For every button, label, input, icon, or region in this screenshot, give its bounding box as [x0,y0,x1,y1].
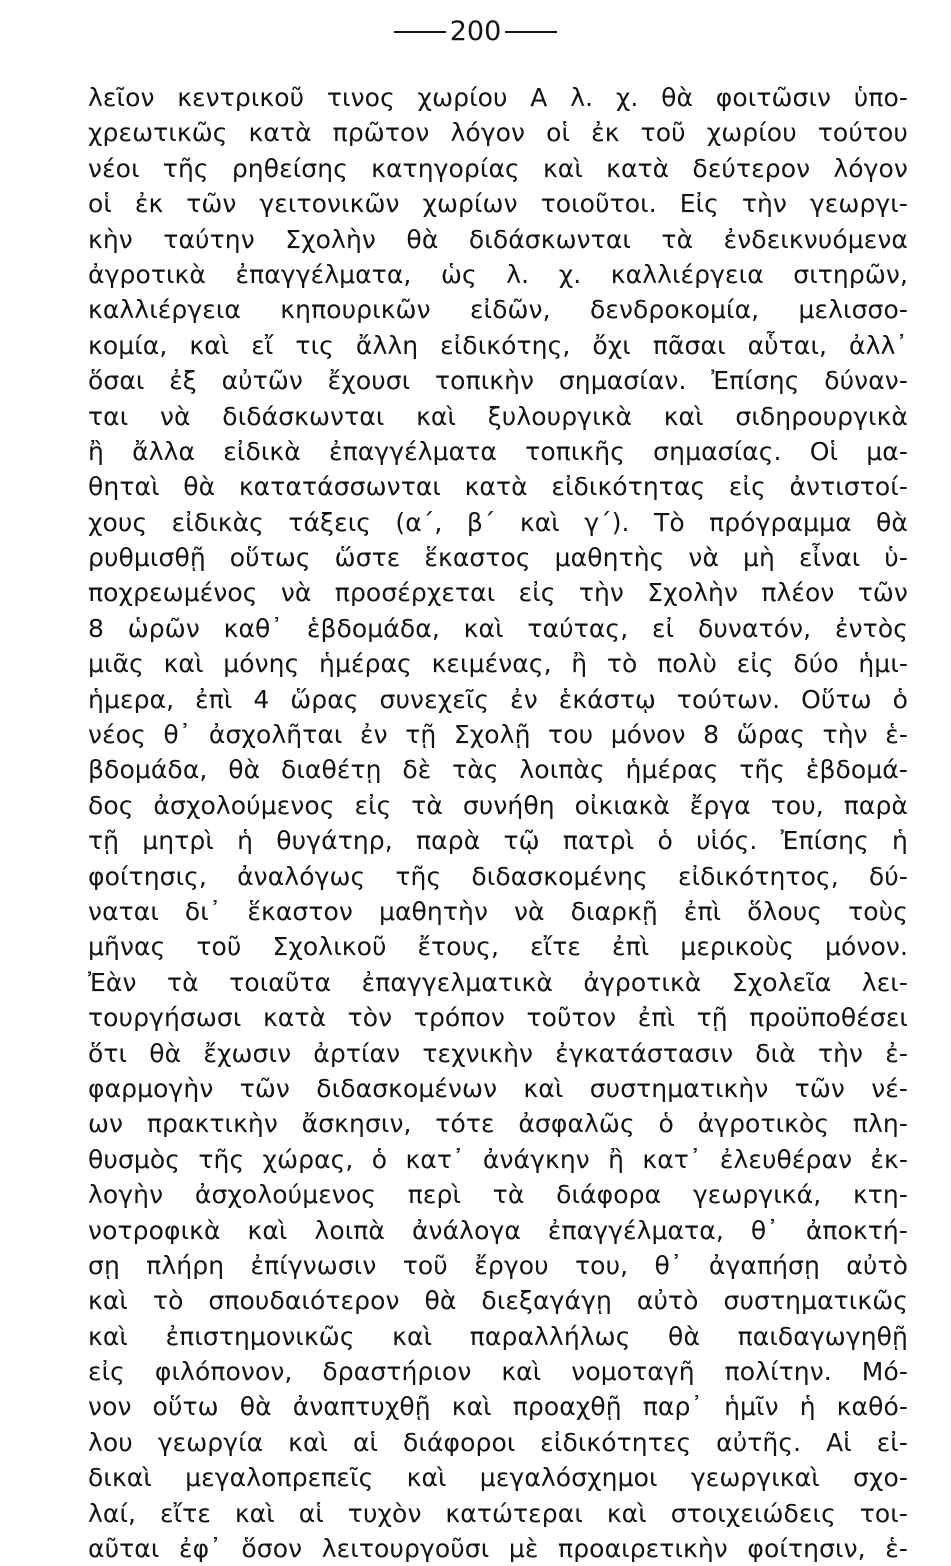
text-line: αῦται ἐφ᾿ ὅσον λειτουργοῦσι μὲ προαιρετικὴν φοίτησιν, ἑ- [88,1534,908,1564]
text-line: νον οὕτω θὰ ἀναπτυχθῇ καὶ προαχθῇ παρ᾿ ἡμῖν ἡ καθό- [88,1392,908,1422]
text-line: τουργήσωσι κατὰ τὸν τρόπον τοῦτον ἐπὶ τῇ προϋποθέσει [88,1003,908,1033]
text-line: φοίτησις, ἀναλόγως τῆς διδασκομένης εἰδικότητος, δύ- [88,861,908,891]
text-line: καλλιέργεια κηπουρικῶν εἰδῶν, δενδροκομία, μελισσο- [88,295,908,325]
text-line: νέος θ᾿ ἀσχολῆται ἐν τῇ Σχολῇ του μόνον 8 ὥρας τὴν ἑ- [88,720,908,750]
text-line: Ἐὰν τὰ τοιαῦτα ἐπαγγελματικὰ ἀγροτικὰ Σχολεῖα λει- [88,967,908,997]
text-line: μῆνας τοῦ Σχολικοῦ ἔτους, εἴτε ἐπὶ μερικοὺς μόνον. [88,932,908,962]
text-line: λεῖον κεντρικοῦ τινος χωρίου Α λ. χ. θὰ φοιτῶσιν ὑπο- [88,83,908,112]
text-line: λογὴν ἀσχολούμενος περὶ τὰ διάφορα γεωργικά, κτη- [88,1180,908,1210]
text-line: καὶ τὸ σπουδαιότερον θὰ διεξαγάγῃ αὐτὸ συστηματικῶς [88,1286,908,1316]
text-line: κὴν ταύτην Σχολὴν θὰ διδάσκωνται τὰ ἐνδεικνυόμενα [88,224,908,254]
text-line: ων πρακτικὴν ἄσκησιν, τότε ἀσφαλῶς ὁ ἀγροτικὸς πλη- [88,1109,908,1139]
text-line: οἱ ἐκ τῶν γειτονικῶν χωρίων τοιοῦτοι. Εἰς τὴν γεωργι- [88,189,908,219]
text-line: λαί, εἴτε καὶ αἱ τυχὸν κατώτεραι καὶ στοιχειώδεις τοι- [88,1498,908,1528]
page-header [0,14,951,50]
text-line: δος ἀσχολούμενος εἰς τὰ συνήθη οἰκιακὰ ἔργα του, παρὰ [88,790,908,820]
text-line: εἰς φιλόπονον, δραστήριον καὶ νομοταγῆ πολίτην. Μό- [88,1357,908,1387]
text-line: βδομάδα, θὰ διαθέτῃ δὲ τὰς λοιπὰς ἡμέρας τῆς ἑβδομά- [88,755,908,785]
text-line: νοτροφικὰ καὶ λοιπὰ ἀνάλογα ἐπαγγέλματα, θ᾿ ἀποκτή- [88,1215,908,1245]
text-line: ποχρεωμένος νὰ προσέρχεται εἰς τὴν Σχολὴν πλέον τῶν [88,578,908,608]
header-rule-left [394,31,446,33]
body-text [88,80,908,1566]
text-line: ται νὰ διδάσκωνται καὶ ξυλουργικὰ καὶ σιδηρουργικὰ [88,401,908,431]
text-line: ναται δι᾿ ἕκαστον μαθητὴν νὰ διαρκῇ ἐπὶ ὅλους τοὺς [88,896,908,926]
text-line: θηταὶ θὰ κατατάσσωνται κατὰ εἰδικότητας εἰς ἀντιστοί- [88,472,908,502]
text-line: ἀγροτικὰ ἐπαγγέλματα, ὡς λ. χ. καλλιέργεια σιτηρῶν, [88,259,908,289]
text-line: χους εἰδικὰς τάξεις (α΄, β΄ καὶ γ΄). Τὸ πρόγραμμα θὰ [88,507,908,537]
text-line: δικαὶ μεγαλοπρεπεῖς καὶ μεγαλόσχημοι γεωργικαὶ σχο- [88,1463,908,1493]
text-line: τῇ μητρὶ ἡ θυγάτηρ, παρὰ τῷ πατρὶ ὁ υἱός. Ἐπίσης ἡ [88,826,908,856]
text-line: μιᾶς καὶ μόνης ἡμέρας κειμένας, ἢ τὸ πολὺ εἰς δύο ἡμι- [88,649,908,679]
text-line: ὅσαι ἐξ αὐτῶν ἔχουσι τοπικὴν σημασίαν. Ἐπίσης δύναν- [88,366,908,396]
text-line: φαρμογὴν τῶν διδασκομένων καὶ συστηματικὴν τῶν νέ- [88,1073,908,1103]
text-line: καὶ ἐπιστημονικῶς καὶ παραλλήλως θὰ παιδαγωγηθῇ [88,1321,908,1351]
text-line: θυσμὸς τῆς χώρας, ὁ κατ᾿ ἀνάγκην ἢ κατ᾿ ἐλευθέραν ἐκ- [88,1144,908,1174]
text-line: σῃ πλήρη ἐπίγνωσιν τοῦ ἔργου του, θ᾿ ἀγαπήσῃ αὐτὸ [88,1250,908,1280]
text-line: ἢ ἄλλα εἰδικὰ ἐπαγγέλματα τοπικῆς σημασίας. Οἱ μα- [88,436,908,466]
text-line: ἡμερα, ἐπὶ 4 ὥρας συνεχεῖς ἐν ἑκάστῳ τούτων. Οὕτω ὁ [88,684,908,714]
header-rule-right [505,31,557,33]
text-line: νέοι τῆς ρηθείσης κατηγορίας καὶ κατὰ δεύτερον λόγον [88,153,908,183]
text-line: ὅτι θὰ ἔχωσιν ἀρτίαν τεχνικὴν ἐγκατάστασιν διὰ τὴν ἐ- [88,1038,908,1068]
text-line: κομία, καὶ εἴ τις ἄλλη εἰδικότης, ὄχι πᾶσαι αὗται, ἀλλ᾿ [88,330,908,360]
text-line: χρεωτικῶς κατὰ πρῶτον λόγον οἱ ἐκ τοῦ χωρίου τούτου [88,118,908,148]
page-number: 200 [449,16,502,47]
text-line: ρυθμισθῇ οὕτως ὥστε ἕκαστος μαθητὴς νὰ μὴ εἶναι ὑ- [88,543,908,573]
text-line: λου γεωργία καὶ αἱ διάφοροι εἰδικότητες αὐτῆς. Αἱ εἰ- [88,1427,908,1457]
text-line: 8 ὡρῶν καθ᾿ ἑβδομάδα, καὶ ταύτας, εἰ δυνατόν, ἐντὸς [88,613,908,643]
